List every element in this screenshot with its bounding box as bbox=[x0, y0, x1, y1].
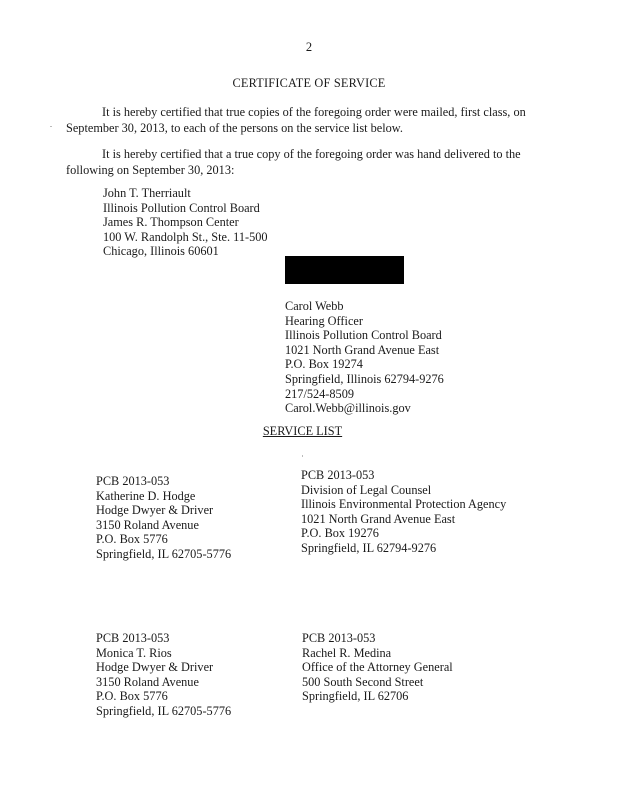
service-line: Springfield, IL 62705-5776 bbox=[96, 546, 232, 561]
service-line: PCB 2013-053 bbox=[301, 468, 375, 482]
redacted-signature bbox=[285, 256, 404, 284]
service-line: P.O. Box 5776 bbox=[96, 689, 168, 704]
signer-email: Carol.Webb@illinois.gov bbox=[285, 401, 411, 416]
certificate-heading: CERTIFICATE OF SERVICE bbox=[232, 76, 386, 90]
service-line: P.O. Box 5776 bbox=[96, 532, 168, 547]
page-number: 2 bbox=[305, 40, 313, 54]
service-line: P.O. Box 19276 bbox=[301, 526, 379, 541]
signer-line: Hearing Officer bbox=[285, 313, 363, 328]
service-line: Rachel R. Medina bbox=[302, 645, 392, 660]
service-list-title: SERVICE LIST bbox=[262, 424, 343, 438]
service-line: 3150 Roland Avenue bbox=[96, 674, 199, 689]
signer-line: Springfield, Illinois 62794-9276 bbox=[285, 371, 444, 386]
signer-line: 1021 North Grand Avenue East bbox=[285, 342, 440, 357]
service-line: Springfield, IL 62705-5776 bbox=[96, 703, 232, 718]
service-line: Illinois Environmental Protection Agency bbox=[301, 497, 507, 512]
service-entry bbox=[96, 631, 231, 719]
signer-line: 217/524-8509 bbox=[285, 386, 354, 401]
service-entry bbox=[96, 474, 231, 562]
service-line: 500 South Second Street bbox=[302, 674, 424, 689]
service-line: Katherine D. Hodge bbox=[96, 488, 196, 503]
mailed-certification-paragraph: It is hereby certified that true copies of the foregoing order were mailed, first class, on September 30, 2013, to each of the persons on the service list below. bbox=[66, 105, 526, 135]
service-line: Hodge Dwyer & Driver bbox=[96, 660, 214, 675]
scan-speck bbox=[50, 126, 52, 127]
service-line: PCB 2013-053 bbox=[96, 631, 170, 645]
service-entry bbox=[301, 468, 506, 556]
signer-line: P.O. Box 19274 bbox=[285, 357, 363, 372]
address-line: Chicago, Illinois 60601 bbox=[103, 244, 219, 259]
scan-speck bbox=[302, 455, 303, 457]
service-line: Springfield, IL 62794-9276 bbox=[301, 540, 437, 555]
service-line: PCB 2013-053 bbox=[96, 474, 170, 488]
signer-line: Carol Webb bbox=[285, 299, 344, 313]
service-entry bbox=[302, 631, 453, 704]
service-line: 1021 North Grand Avenue East bbox=[301, 511, 456, 526]
service-line: 3150 Roland Avenue bbox=[96, 517, 199, 532]
address-line: James R. Thompson Center bbox=[103, 215, 239, 230]
service-line: Hodge Dwyer & Driver bbox=[96, 503, 214, 518]
signer-block bbox=[285, 299, 444, 416]
hand-delivery-address bbox=[103, 186, 268, 259]
address-line: Illinois Pollution Control Board bbox=[103, 200, 260, 215]
address-line: 100 W. Randolph St., Ste. 11-500 bbox=[103, 229, 268, 244]
hand-delivery-certification-paragraph: It is hereby certified that a true copy of the foregoing order was hand delivered to the following on September 30, 2013: bbox=[66, 147, 521, 177]
service-line: Springfield, IL 62706 bbox=[302, 689, 409, 704]
address-line: John T. Therriault bbox=[103, 186, 191, 200]
service-line: Monica T. Rios bbox=[96, 645, 172, 660]
signer-line: Illinois Pollution Control Board bbox=[285, 328, 442, 343]
service-line: Office of the Attorney General bbox=[302, 660, 453, 675]
service-line: PCB 2013-053 bbox=[302, 631, 376, 645]
service-line: Division of Legal Counsel bbox=[301, 482, 432, 497]
